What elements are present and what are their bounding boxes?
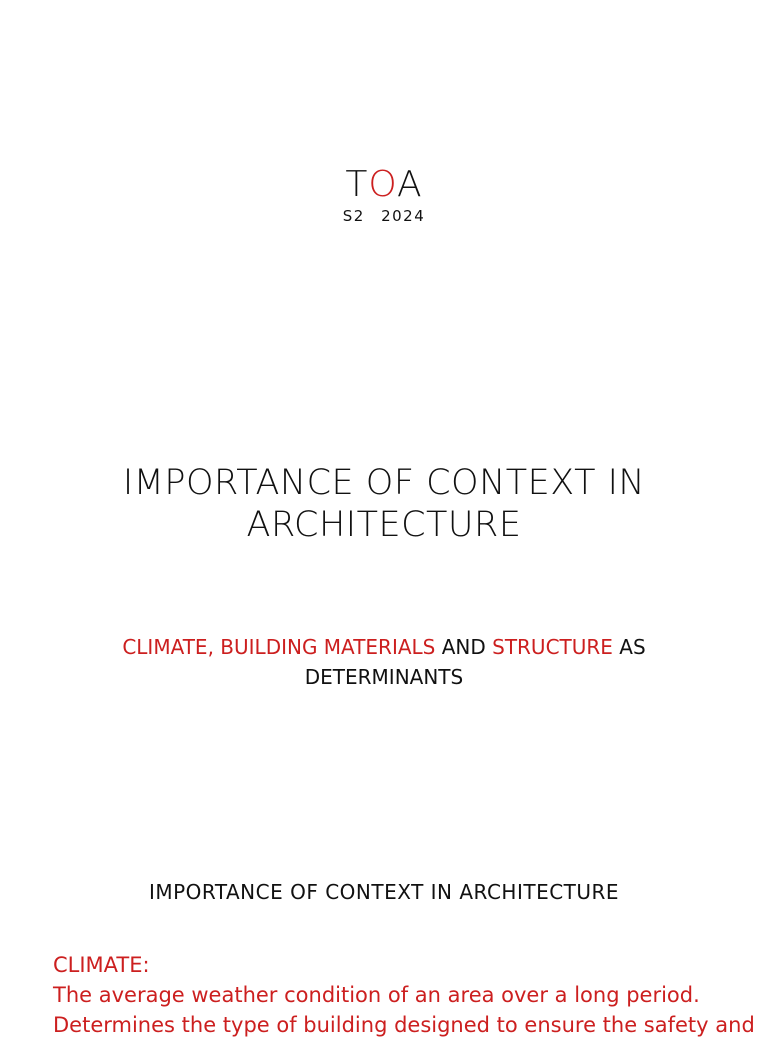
logo-letter-o-accent: O (368, 164, 398, 205)
climate-label: CLIMATE: (53, 953, 150, 977)
section-heading: IMPORTANCE OF CONTEXT IN ARCHITECTURE (148, 880, 620, 904)
tagline-determinants: AS DETERMINANTS (304, 635, 646, 689)
logo (0, 163, 768, 207)
term-year: S2 2024 (342, 207, 426, 225)
climate-definition: The average weather condition of an area over a long period. (53, 983, 700, 1007)
climate-continuation: Determines the type of building designed to ensure the safety and (53, 1013, 755, 1037)
page-title: IMPORTANCE OF CONTEXT IN ARCHITECTURE (122, 463, 646, 545)
logo-letter-a: A (397, 164, 423, 205)
climate-section (53, 950, 755, 1040)
logo-letter-t: T (345, 164, 369, 205)
tagline-structure: STRUCTURE (492, 635, 613, 659)
tagline (90, 632, 678, 692)
tagline-climate-materials: CLIMATE, BUILDING MATERIALS (122, 635, 436, 659)
tagline-and: AND (435, 635, 493, 659)
